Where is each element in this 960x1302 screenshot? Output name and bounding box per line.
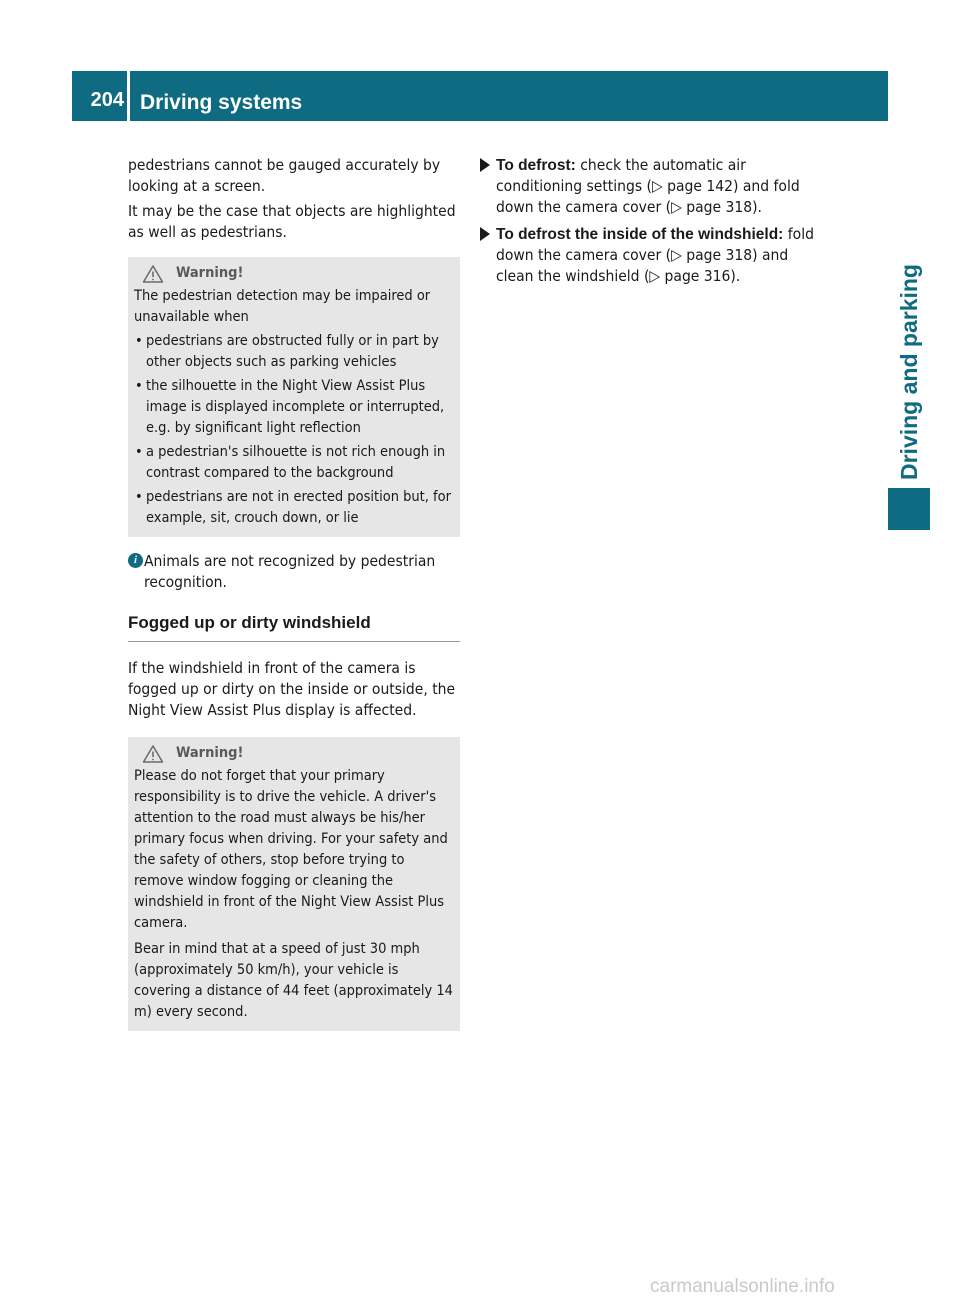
instruction-step: To defrost: check the automatic air conditioning settings (▷ page 142) and fold down the camera cover (▷ page 318). bbox=[480, 155, 816, 218]
list-item: • the silhouette in the Night View Assist Plus image is displayed incomplete or interrupted, e.g. by significant light reflection bbox=[135, 378, 445, 436]
step-arrow-icon bbox=[480, 227, 490, 241]
info-note: i Animals are not recognized by pedestrian recognition. bbox=[128, 551, 460, 593]
warning-title: Warning! bbox=[176, 265, 244, 281]
warning-triangle-icon bbox=[142, 744, 164, 764]
section-title: Driving systems bbox=[140, 91, 303, 114]
instruction-step: To defrost the inside of the windshield: fold down the camera cover (▷ page 318) and clean the windshield (▷ page 316). bbox=[480, 224, 816, 287]
side-tab-marker bbox=[888, 488, 930, 530]
paragraph: It may be the case that objects are highlighted as well as pedestrians. bbox=[128, 202, 456, 241]
warning-box bbox=[128, 257, 460, 537]
warning-text: Bear in mind that at a speed of just 30 mph (approximately 50 km/h), your vehicle is covering a distance of 44 feet (approximately 14 m) every second. bbox=[134, 941, 453, 1020]
warning-triangle-icon bbox=[142, 264, 164, 284]
warning-text: The pedestrian detection may be impaired or unavailable when bbox=[134, 288, 431, 325]
warning-text: Please do not forget that your primary responsibility is to drive the vehicle. A driver's attention to the road must always be his/her primary focus when driving. For your safety and the safety of others, stop before trying to remove window fogging or cleaning the windshield in front of the Night View Assist Plus camera. bbox=[134, 768, 448, 931]
step-arrow-icon bbox=[480, 158, 490, 172]
side-tab bbox=[888, 248, 930, 480]
right-column bbox=[480, 155, 816, 293]
list-item: • pedestrians are not in erected position but, for example, sit, crouch down, or lie bbox=[135, 489, 451, 526]
info-icon: i bbox=[128, 553, 143, 568]
warning-heading bbox=[134, 263, 453, 284]
page-number: 204 bbox=[90, 89, 124, 111]
warning-title: Warning! bbox=[176, 745, 244, 761]
warning-box bbox=[128, 737, 460, 1031]
watermark: carmanualsonline.info bbox=[650, 1276, 835, 1297]
subheading: Fogged up or dirty windshield bbox=[128, 611, 460, 642]
list-item: • pedestrians are obstructed fully or in part by other objects such as parking vehicles bbox=[135, 333, 439, 370]
side-tab-label: Driving and parking bbox=[896, 264, 922, 480]
left-column bbox=[128, 155, 460, 1031]
header-divider bbox=[127, 71, 130, 121]
warning-heading bbox=[134, 743, 453, 764]
paragraph: If the windshield in front of the camera is fogged up or dirty on the inside or outside, the Night View Assist Plus display is affected. bbox=[128, 659, 456, 719]
list-item: • a pedestrian's silhouette is not rich enough in contrast compared to the background bbox=[135, 444, 446, 481]
paragraph: pedestrians cannot be gauged accurately by looking at a screen. bbox=[128, 156, 441, 195]
